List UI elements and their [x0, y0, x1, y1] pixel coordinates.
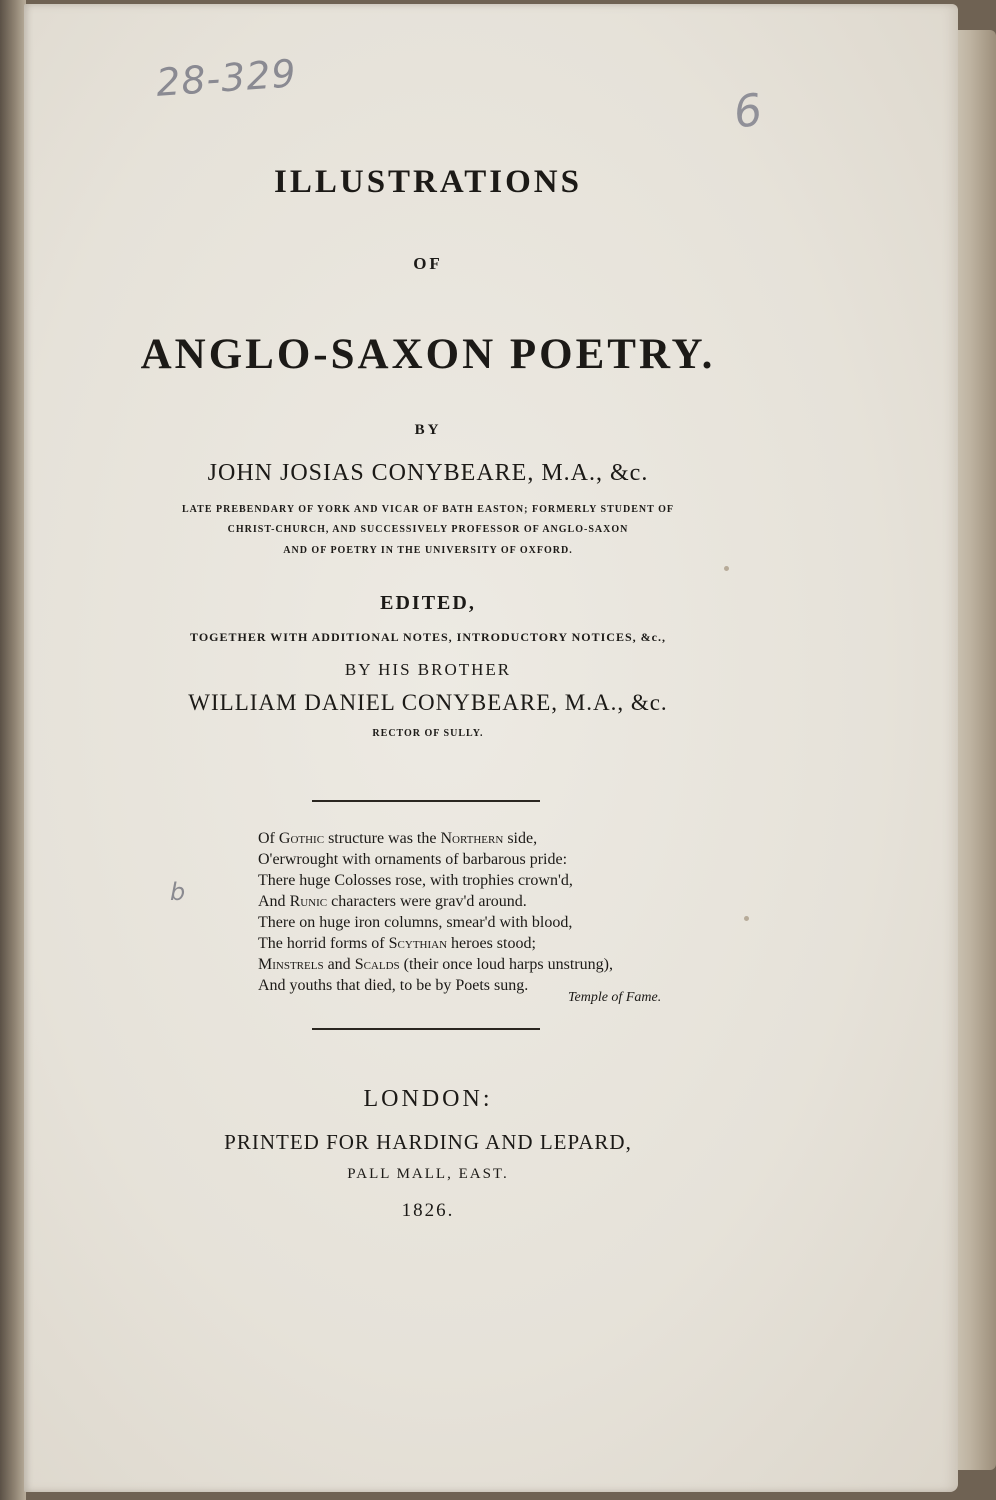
imprint-address: PALL MALL, EAST. [347, 1166, 509, 1182]
poem-line: The horrid forms of Scythian heroes stood; [258, 935, 536, 952]
editor-title: RECTOR OF SULLY. [372, 728, 484, 739]
epigraph-poem [258, 828, 698, 996]
author-credentials-line: CHRIST-CHURCH, AND SUCCESSIVELY PROFESSOR OF ANGLO-SAXON [227, 524, 629, 535]
imprint-printer: PRINTED FOR HARDING AND LEPARD, [224, 1130, 632, 1154]
by-his-brother-line: BY HIS BROTHER [344, 660, 512, 679]
poem-line: O'erwrought with ornaments of barbarous pride: [258, 851, 568, 868]
handwritten-shelfmark: 28-329 [154, 51, 298, 105]
by-label: BY [414, 422, 442, 438]
author-name: JOHN JOSIAS CONYBEARE, M.A., &c. [207, 460, 649, 486]
poem-line: Of Gothic structure was the Northern side, [258, 830, 538, 847]
handwritten-margin-mark: b [170, 878, 187, 906]
book-cover-edge [0, 0, 26, 1500]
title-line-2: OF [413, 254, 443, 273]
edited-label: EDITED, [380, 592, 476, 614]
divider-rule-bottom [312, 1028, 540, 1030]
imprint-year: 1826. [401, 1200, 455, 1221]
imprint-city: LONDON: [363, 1086, 493, 1112]
author-credentials-line: AND OF POETRY IN THE UNIVERSITY OF OXFORD. [283, 545, 573, 556]
poem-line: Minstrels and Scalds (their once loud harps unstrung), [258, 956, 613, 973]
title-page [24, 4, 958, 1492]
paper-speck [724, 566, 729, 571]
handwritten-number: 6 [730, 84, 767, 139]
title-line-1: ILLUSTRATIONS [274, 164, 582, 200]
poem-line: There on huge iron columns, smear'd with blood, [258, 914, 573, 931]
epigraph-attribution: Temple of Fame. [568, 990, 662, 1005]
editor-name: WILLIAM DANIEL CONYBEARE, M.A., &c. [188, 690, 668, 715]
poem-line: And Runic characters were grav'd around. [258, 893, 527, 910]
title-line-3: ANGLO-SAXON POETRY. [140, 331, 716, 378]
additional-notes-line: TOGETHER WITH ADDITIONAL NOTES, INTRODUCTORY NOTICES, &c., [190, 630, 666, 644]
poem-line: And youths that died, to be by Poets sung. [258, 977, 529, 994]
author-credentials-line: LATE PREBENDARY OF YORK AND VICAR OF BATH EASTON; FORMERLY STUDENT OF [182, 504, 674, 515]
divider-rule-top [312, 800, 540, 802]
paper-speck [744, 916, 749, 921]
poem-line: There huge Colosses rose, with trophies crown'd, [258, 872, 573, 889]
